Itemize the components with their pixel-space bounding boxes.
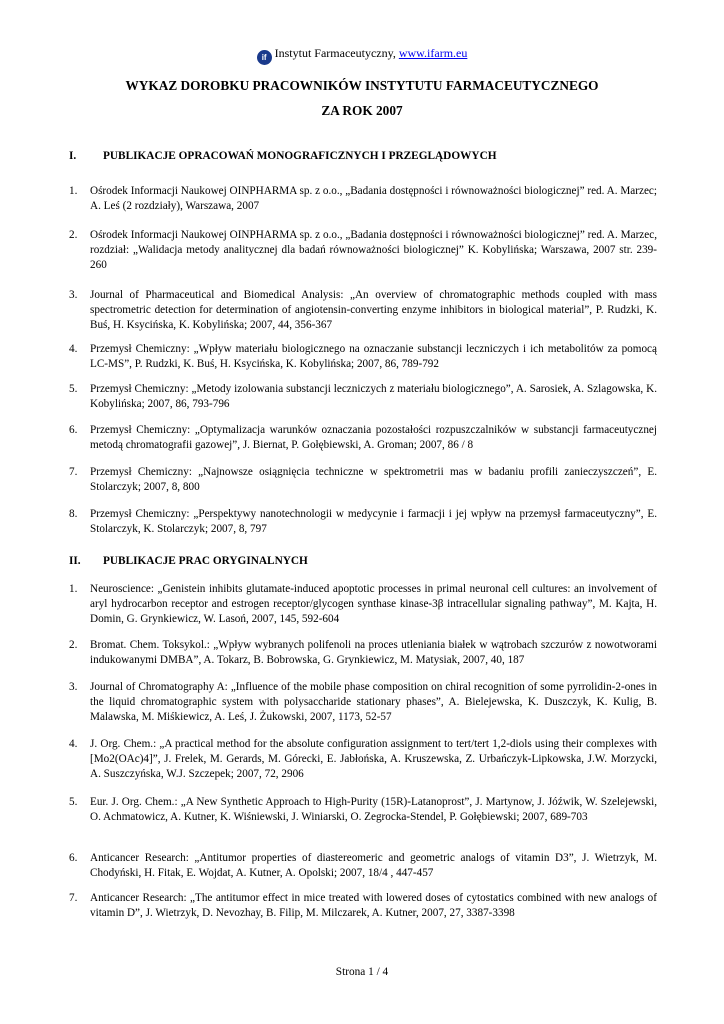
list-item [69, 288, 657, 333]
item-text: Journal of Chromatography A: „Influence of the mobile phase composition on chiral recognition of some pyrrolidin-2-ones in the liquid chromatographic system with polysaccharide stationary phases”, A. Bielejewska, K. Duszczyk, K. Kulig, B. Malawska, M. Miśkiewicz, A. Leś, J. Żukowski, 2007, 1173, 52-57 [90, 681, 657, 723]
website-link[interactable]: www.ifarm.eu [398, 46, 468, 60]
item-number: 7. [69, 466, 78, 478]
list-item [69, 382, 657, 412]
item-text: Ośrodek Informacji Naukowej OINPHARMA sp. z o.o., „Badania dostępności i równoważności biologicznej” red. A. Marzec; A. Leś (2 rozdziały), Warszawa, 2007 [90, 185, 657, 212]
list-item [69, 342, 657, 372]
item-text: Przemysł Chemiczny: „Optymalizacja warunków oznaczania pozostałości rozpuszczalników w substancji farmaceutycznej metodą chromatografii gazowej”, J. Biernat, P. Gołębiewski, A. Groman; 2007, 86 / 8 [90, 424, 657, 451]
item-text: Przemysł Chemiczny: „Perspektywy nanotechnologii w medycynie i farmacji i jej wpływ na przemysł farmaceutyczny”, E. Stolarczyk, K. Stolarczyk; 2007, 8, 797 [90, 508, 657, 535]
list-item [69, 737, 657, 782]
item-text: Bromat. Chem. Toksykol.: „Wpływ wybranych polifenoli na proces utleniania białek w wątrobach szczurów z nowotworami indukowanymi DMBA”, A. Tokarz, B. Bobrowska, G. Grynkiewicz, M. Matysiak, 2007, 40, 187 [90, 639, 657, 666]
item-number: 1. [69, 185, 78, 197]
item-number: 8. [69, 508, 78, 520]
list-item [69, 891, 657, 921]
item-text: J. Org. Chem.: „A practical method for the absolute configuration assignment to tert/tert 1,2-diols using their complexes with [Mo2(OAc)4]”, J. Frelek, M. Gerards, M. Górecki, E. Jabłońska, A. Kruszewska, Z. Urbańczyk-Lipkowska, J.W. Morzycki, A. Suszczyńska, W.J. Szczepek; 2007, 72, 2906 [90, 738, 657, 780]
item-number: 4. [69, 738, 78, 750]
item-number: 5. [69, 383, 78, 395]
item-number: 6. [69, 424, 78, 436]
item-number: 3. [69, 681, 78, 693]
list-item [69, 851, 657, 881]
section-title: PUBLIKACJE PRAC ORYGINALNYCH [103, 555, 308, 567]
section-number: I. [69, 150, 77, 162]
item-text: Przemysł Chemiczny: „Najnowsze osiągnięcia techniczne w spektrometrii mas w badaniu profili zanieczyszczeń”, E. Stolarczyk; 2007, 8, 800 [90, 466, 657, 493]
item-text: Eur. J. Org. Chem.: „A New Synthetic Approach to High-Purity (15R)-Latanoprost”, J. Martynow, J. Jóźwik, W. Szelejewski, O. Achmatowicz, A. Kutner, K. Wiśniewski, J. Winiarski, O. Zegrocka-Stendel, P. Gołębiewski; 2007, 689-703 [90, 796, 657, 823]
item-text: Neuroscience: „Genistein inhibits glutamate-induced apoptotic processes in primal neuronal cell cultures: an involvement of aryl hydrocarbon receptor and estrogen receptor/glycogen synthase kinase-3β intracellular signaling pathway”, M. Kajta, H. Domin, G. Grynkiewicz, W. Lasoń, 2007, 145, 592-604 [90, 583, 657, 625]
section-heading [69, 150, 497, 162]
list-item [69, 582, 657, 627]
institute-logo-icon: if [257, 50, 272, 65]
item-number: 6. [69, 852, 78, 864]
list-item [69, 680, 657, 725]
item-number: 2. [69, 229, 78, 241]
item-number: 3. [69, 289, 78, 301]
list-item [69, 184, 657, 214]
document-title: WYKAZ DOROBKU PRACOWNIKÓW INSTYTUTU FARMACEUTYCZNEGO [125, 78, 599, 93]
item-text: Journal of Pharmaceutical and Biomedical Analysis: „An overview of chromatographic methods coupled with mass spectrometric detection for determination of angiotensin-converting enzyme inhibitors in biological material”, P. Rudzki, K. Buś, H. Ksycińska, K. Kobylińska; 2007, 44, 356-367 [90, 289, 657, 331]
item-text: Anticancer Research: „The antitumor effect in mice treated with lowered doses of cytostatics combined with new analogs of vitamin D”, J. Wietrzyk, D. Nevozhay, B. Filip, M. Milczarek, A. Kutner, 2007, 27, 3387-3398 [90, 892, 657, 919]
section-number: II. [69, 555, 81, 567]
section-title: PUBLIKACJE OPRACOWAŃ MONOGRAFICZNYCH I PRZEGLĄDOWYCH [103, 150, 497, 162]
page-number: Strona 1 / 4 [335, 966, 389, 978]
item-text: Przemysł Chemiczny: „Wpływ materiału biologicznego na oznaczanie substancji leczniczych i ich metabolitów za pomocą LC-MS”, P. Rudzki, K. Buś, H. Ksycińska, K. Kobylińska; 2007, 86, 789-792 [90, 343, 657, 370]
item-text: Anticancer Research: „Antitumor properties of diastereomeric and geometric analogs of vitamin D3”, J. Wietrzyk, M. Chodyński, H. Fitak, E. Wojdat, A. Kutner, A. Opolski; 2007, 18/4 , 447-457 [90, 852, 657, 879]
item-text: Przemysł Chemiczny: „Metody izolowania substancji leczniczych z materiału biologicznego”, A. Sarosiek, A. Szlagowska, K. Kobylińska; 2007, 86, 793-796 [90, 383, 657, 410]
list-item [69, 465, 657, 495]
item-number: 2. [69, 639, 78, 651]
institute-name: Instytut Farmaceutyczny, [274, 46, 399, 60]
item-number: 4. [69, 343, 78, 355]
page-header [0, 46, 724, 65]
list-item [69, 507, 657, 537]
item-number: 1. [69, 583, 78, 595]
document-subtitle-year: ZA ROK 2007 [321, 103, 403, 118]
list-item [69, 638, 657, 668]
list-item [69, 795, 657, 825]
item-number: 5. [69, 796, 78, 808]
list-item [69, 228, 657, 273]
section-heading [69, 555, 308, 567]
list-item [69, 423, 657, 453]
item-text: Ośrodek Informacji Naukowej OINPHARMA sp. z o.o., „Badania dostępności i równoważności biologicznej” red. A. Marzec, rozdział: „Walidacja metody analitycznej dla badań równoważności biologicznej” K. Kobylińska; Warszawa, 2007 str. 239-260 [90, 229, 657, 271]
item-number: 7. [69, 892, 78, 904]
